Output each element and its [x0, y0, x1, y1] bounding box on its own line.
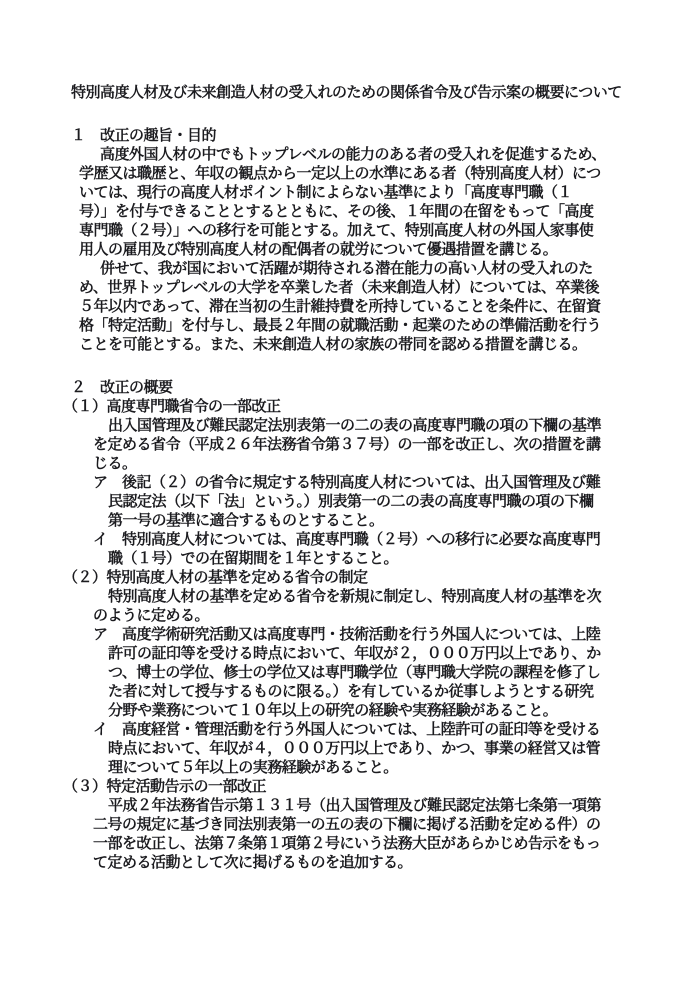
doc-line: ことを可能とする。また、未来創造人材の家族の帯同を認める措置を講じる。 [79, 335, 587, 353]
doc-line: 一部を改正し、法第７条第１項第２号にいう法務大臣があらかじめ告示をもっ [93, 834, 601, 852]
doc-line: イ 特別高度人材については、高度専門職（２号）への移行に必要な高度専門 [93, 530, 601, 548]
doc-line: 時点において、年収が４，０００万円以上であり、かつ、事業の経営又は管 [108, 739, 601, 757]
doc-line: 格「特定活動」を付与し、最長２年間の就職活動・起業のための準備活動を行う [79, 316, 602, 334]
doc-line: イ 高度経営・管理活動を行う外国人については、上陸許可の証印等を受ける [93, 720, 601, 738]
doc-line: 職（１号）での在留期間を１年とすること。 [108, 549, 399, 567]
doc-line: 理について５年以上の実務経験があること。 [108, 758, 398, 776]
subsection-heading: （１）高度専門職省令の一部改正 [63, 397, 281, 415]
doc-line: 二号の規定に基づき同法別表第一の五の表の下欄に掲げる活動を定める件）の [93, 815, 601, 833]
doc-line: 分野や業務について１０年以上の研究の経験や実務経験があること。 [108, 701, 558, 719]
doc-line: 特別高度人材の基準を定める省令を新規に制定し、特別高度人材の基準を次 [108, 587, 602, 605]
document-body [63, 126, 682, 872]
doc-line: 学歴又は職歴と、年収の観点から一定以上の水準にある者（特別高度人材）につ [79, 164, 601, 182]
section-heading: ２ 改正の概要 [71, 378, 173, 396]
doc-line: 第一号の基準に適合するものとすること。 [108, 511, 384, 529]
doc-line: を定める省令（平成２６年法務省令第３７号）の一部を改正し、次の措置を講 [93, 435, 601, 453]
doc-line: じる。 [93, 454, 137, 472]
doc-line: 平成２年法務省告示第１３１号（出入国管理及び難民認定法第七条第一項第 [108, 796, 602, 814]
doc-line: 許可の証印等を受ける時点において、年収が２，０００万円以上であり、か [108, 644, 601, 662]
doc-line: 号）」を付与できることとするとともに、その後、１年間の在留をもって「高度 [79, 202, 594, 220]
doc-line: 併せて、我が国において活躍が期待される潜在能力の高い人材の受入れのた [100, 259, 593, 277]
doc-line: のように定める。 [93, 606, 210, 624]
doc-line: 民認定法（以下「法」という。）別表第一の二の表の高度専門職の項の下欄 [108, 492, 594, 510]
doc-line: 用人の雇用及び特別高度人材の配偶者の就労について優遇措置を講じる。 [79, 240, 558, 258]
document-title: 特別高度人材及び未来創造人材の受入れのための関係省令及び告示案の概要について [71, 83, 622, 101]
doc-line: ア 高度学術研究活動又は高度専門・技術活動を行う外国人については、上陸 [93, 625, 601, 643]
doc-line: め、世界トップレベルの大学を卒業した者（未来創造人材）については、卒業後 [79, 278, 600, 296]
doc-line: 専門職（２号）」への移行を可能とする。加えて、特別高度人材の外国人家事使 [79, 221, 594, 239]
subsection-heading: （２）特別高度人材の基準を定める省令の制定 [63, 568, 368, 586]
doc-line: いては、現行の高度人材ポイント制によらない基準により「高度専門職（１ [79, 183, 573, 201]
subsection-heading: （３）特定活動告示の一部改正 [63, 777, 267, 795]
doc-line: 出入国管理及び難民認定法別表第一の二の表の高度専門職の項の下欄の基準 [108, 416, 602, 434]
doc-line: ５年以内であって、滞在当初の生計維持費を所持していることを条件に、在留資 [79, 297, 601, 315]
doc-line: 高度外国人材の中でもトップレベルの能力のある者の受入れを促進するため、 [100, 145, 606, 163]
doc-line: て定める活動として次に掲げるものを追加する。 [93, 853, 413, 871]
doc-line: つ、博士の学位、修士の学位又は専門職学位（専門職大学院の課程を修了し [108, 663, 601, 681]
section-heading: １ 改正の趣旨・目的 [71, 126, 217, 144]
doc-line: た者に対して授与するものに限る。）を有しているか従事しようとする研究 [108, 682, 594, 700]
doc-line: ア 後記（２）の省令に規定する特別高度人材については、出入国管理及び難 [93, 473, 601, 491]
